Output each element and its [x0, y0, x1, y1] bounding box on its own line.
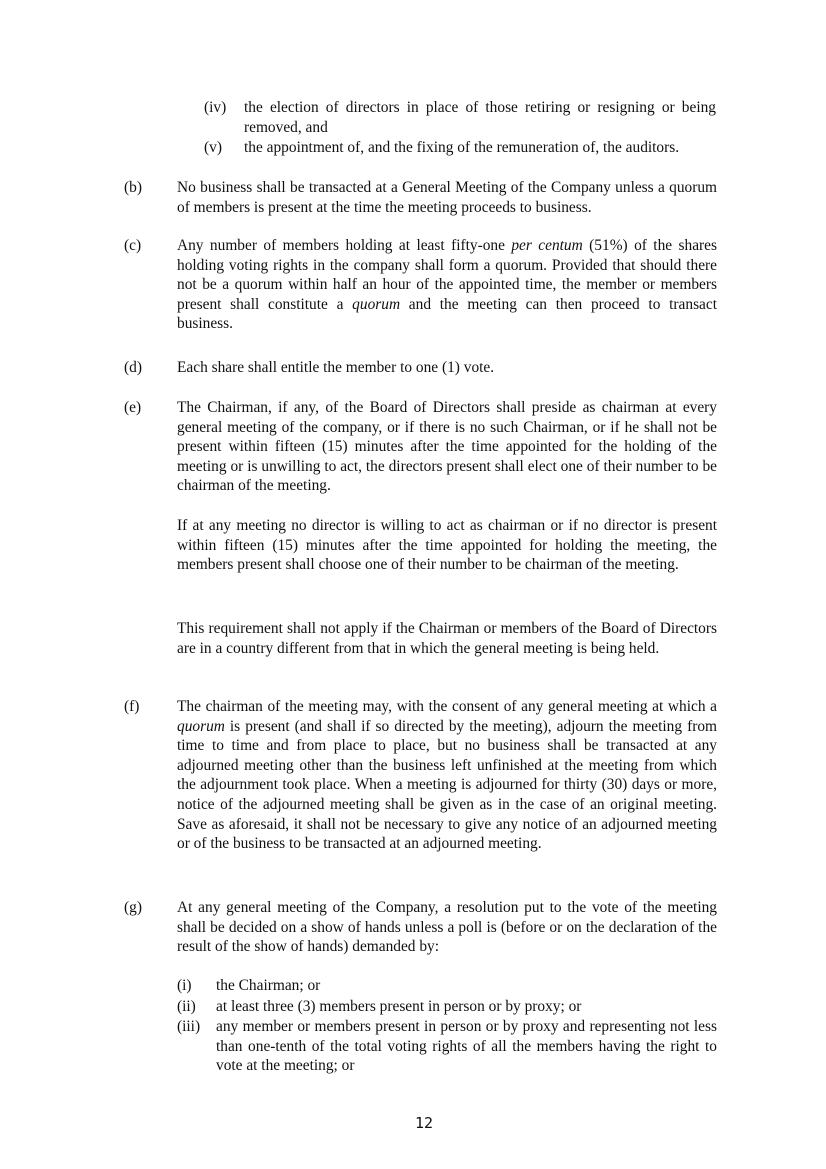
- clause-f-text: The chairman of the meeting may, with the consent of any general meeting at which a quorum is present (and shall if so directed by the meeting), adjourn the meeting from time to time and from place to place, but no business shall be transacted at any adjourned meeting other than the business left unfinished at the meeting from which the adjournment took place. When a meeting is adjourned for thirty (30) days or more, notice of the adjourned meeting shall be given as in the case of an original meeting. Save as aforesaid, it shall not be necessary to give any notice of an adjourned meeting or of the business to be transacted at an adjourned meeting.: [177, 698, 717, 853]
- item-iv-text: the election of directors in place of those retiring or resigning or being removed, and: [244, 99, 716, 136]
- clause-e-paragraph-2: If at any meeting no director is willing to act as chairman or if no director is present within fifteen (15) minutes after the time appointed for holding the meeting, the members present shall choose one of their number to be chairman of the meeting.: [177, 517, 717, 574]
- clause-f-label: (f): [124, 698, 140, 715]
- clause-g-text: At any general meeting of the Company, a resolution put to the vote of the meeting shall be decided on a show of hands unless a poll is (before or on the declaration of the result of the show of hands) demanded by:: [177, 899, 717, 956]
- clause-d-label: (d): [124, 359, 142, 376]
- clause-c-text: Any number of members holding at least fifty-one per centum (51%) of the shares holding voting rights in the company shall form a quorum. Provided that should there not be a quorum within half an hour of the appointed time, the member or members present shall constitute a quorum and the meeting can then proceed to transact business.: [177, 237, 717, 333]
- page-number: 12: [414, 1114, 434, 1132]
- item-iv-label: (iv): [204, 99, 227, 116]
- clause-e-label: (e): [124, 399, 142, 416]
- item-v-text: the appointment of, and the fixing of the remuneration of, the auditors.: [244, 139, 680, 156]
- clause-g-sub-i-text: the Chairman; or: [216, 977, 321, 994]
- clause-g-sub-iii-text: any member or members present in person or by proxy and representing not less than one-tenth of the total voting rights of all the members having the right to vote at the meeting; or: [216, 1018, 717, 1075]
- clause-b-text: No business shall be transacted at a General Meeting of the Company unless a quorum of members is present at the time the meeting proceeds to business.: [177, 179, 717, 216]
- clause-g-sub-ii-label: (ii): [177, 998, 196, 1015]
- clause-c-label: (c): [124, 237, 142, 254]
- clause-e-paragraph-3: This requirement shall not apply if the Chairman or members of the Board of Directors are in a country different from that in which the general meeting is being held.: [177, 620, 717, 657]
- item-v-label: (v): [204, 139, 222, 156]
- clause-d-text: Each share shall entitle the member to one (1) vote.: [177, 359, 495, 376]
- clause-g-label: (g): [124, 899, 142, 916]
- clause-b-label: (b): [124, 179, 142, 196]
- clause-g-sub-ii-text: at least three (3) members present in person or by proxy; or: [216, 998, 582, 1015]
- clause-g-sub-iii-label: (iii): [177, 1018, 201, 1035]
- clause-g-sub-i-label: (i): [177, 977, 192, 994]
- clause-e-paragraph-1: The Chairman, if any, of the Board of Directors shall preside as chairman at every general meeting of the company, or if there is no such Chairman, or if he shall not be present within fifteen (15) minutes after the time appointed for the holding of the meeting or is unwilling to act, the directors present shall elect one of their number to be chairman of the meeting.: [177, 399, 717, 495]
